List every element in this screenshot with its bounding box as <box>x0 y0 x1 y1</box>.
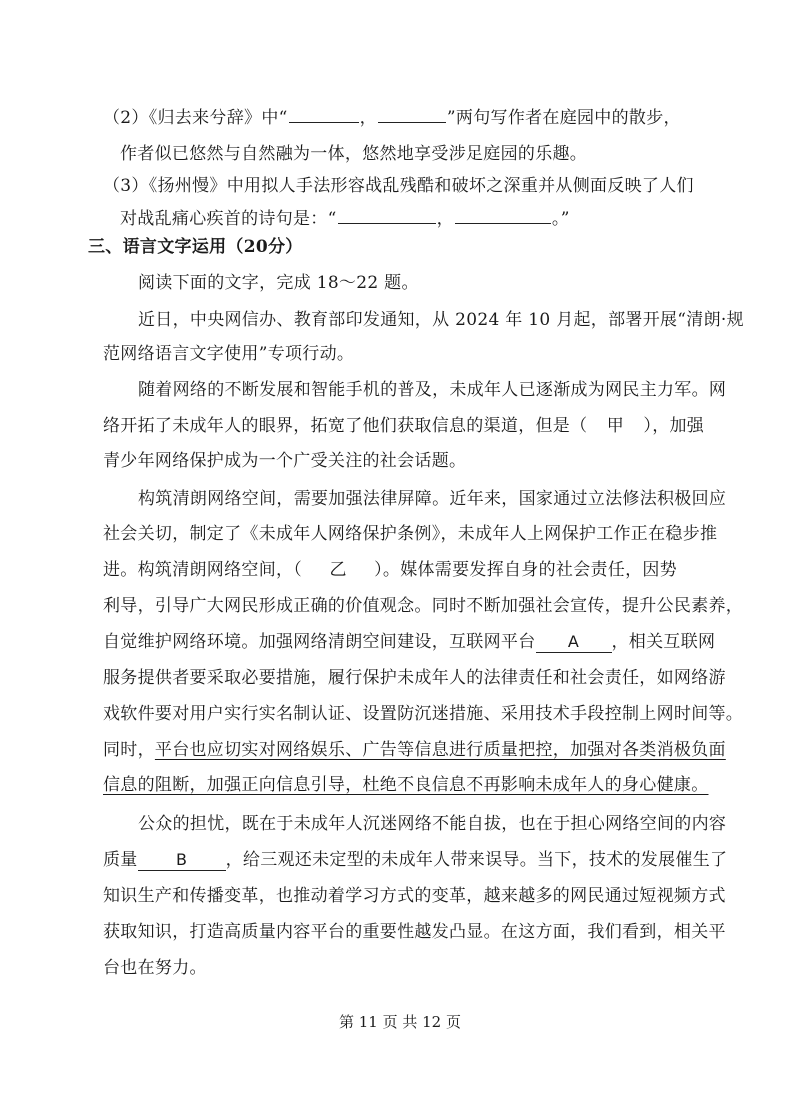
passage-p4-line-1: 公众的担忧，既在于未成年人沉迷网络不能自拔，也在于担心网络空间的内容 <box>138 814 727 834</box>
passage-p1-line-1: 近日，中央网信办、教育部印发通知，从 2024 年 10 月起，部署开展“清朗·规 <box>138 310 744 330</box>
passage-p2-line-2: 络开拓了未成年人的眼界，拓宽了他们获取信息的渠道，但是（ 甲 ），加强 <box>103 416 705 436</box>
answer-blank-1[interactable] <box>289 104 359 123</box>
section-title: 三、语言文字运用（20分） <box>88 237 303 257</box>
passage-p3-line-2: 社会关切，制定了《未成年人网络保护条例》，未成年人上网保护工作正在稳步推 <box>103 524 718 544</box>
passage-p3-line-7: 戏软件要对用户实行实名制认证、设置防沉迷措施、采用技术手段控制上网时间等。 <box>103 704 744 724</box>
blank-a[interactable]: A <box>536 632 612 653</box>
passage-p3-line-1: 构筑清朗网络空间，需要加强法律屏障。近年来，国家通过立法修法积极回应 <box>138 489 727 509</box>
passage-p3-line-4: 利导，引导广大网民形成正确的价值观念。同时不断加强社会宣传，提升公民素养， <box>103 596 744 616</box>
section-instructions: 阅读下面的文字，完成 18～22 题。 <box>138 273 419 293</box>
blank-b[interactable]: B <box>138 850 226 871</box>
passage-p1-line-2: 范网络语言文字使用”专项行动。 <box>103 344 355 364</box>
q2-line-1: （2）《归去来兮辞》中“ ， ”两句写作者在庭园中的散步， <box>103 104 681 130</box>
q2-line-2: 作者似已悠然与自然融为一体，悠然地享受涉足庭园的乐趣。 <box>120 144 588 164</box>
underlined-sentence-part-1: 平台也应切实对网络娱乐、广告等信息进行质量把控，加强对各类消极负面 <box>154 740 726 760</box>
passage-p3-line-9 <box>103 773 709 797</box>
passage-p2-line-3: 青少年网络保护成为一个广受关注的社会话题。 <box>103 451 467 471</box>
passage-p3-line-3: 进。构筑清朗网络空间，（ 乙 ）。媒体需要发挥自身的社会责任，因势 <box>103 560 678 580</box>
q3-line-2: 对战乱痛心疾首的诗句是：“ ， 。” <box>120 205 570 231</box>
passage-p4-line-4: 获取知识，打造高质量内容平台的重要性越发凸显。在这方面，我们看到，相关平 <box>103 922 726 942</box>
passage-p3-line-5: 自觉维护网络环境。加强网络清朗空间建设，互联网平台 A ，相关互联网 <box>103 632 716 652</box>
underlined-sentence-part-2: 信息的阻断，加强正向信息引导，杜绝不良信息不再影响未成年人的身心健康。 <box>103 775 709 795</box>
answer-blank-3[interactable] <box>338 205 436 224</box>
blank-marker-yi: 乙 <box>329 560 347 580</box>
passage-p3-line-8: 同时，平台也应切实对网络娱乐、广告等信息进行质量把控，加强对各类消极负面 <box>103 740 726 760</box>
passage-p3-line-6: 服务提供者要采取必要措施，履行保护未成年人的法律责任和社会责任，如网络游 <box>103 668 726 688</box>
page-number-footer: 第 11 页 共 12 页 <box>338 1013 461 1031</box>
passage-p2-line-1: 随着网络的不断发展和智能手机的普及，未成年人已逐渐成为网民主力军。网 <box>138 380 727 400</box>
answer-blank-4[interactable] <box>455 205 551 224</box>
passage-p4-line-3: 知识生产和传播变革，也推动着学习方式的变革，越来越多的网民通过短视频方式 <box>103 886 726 906</box>
passage-p4-line-2: 质量 B ，给三观还未定型的未成年人带来误导。当下，技术的发展催生了 <box>103 850 728 870</box>
blank-marker-jia: 甲 <box>606 416 625 436</box>
q3-line-1: （3）《扬州慢》中用拟人手法形容战乱残酷和破坏之深重并从侧面反映了人们 <box>103 176 694 196</box>
passage-p4-line-5: 台也在努力。 <box>103 958 207 978</box>
answer-blank-2[interactable] <box>378 104 446 123</box>
